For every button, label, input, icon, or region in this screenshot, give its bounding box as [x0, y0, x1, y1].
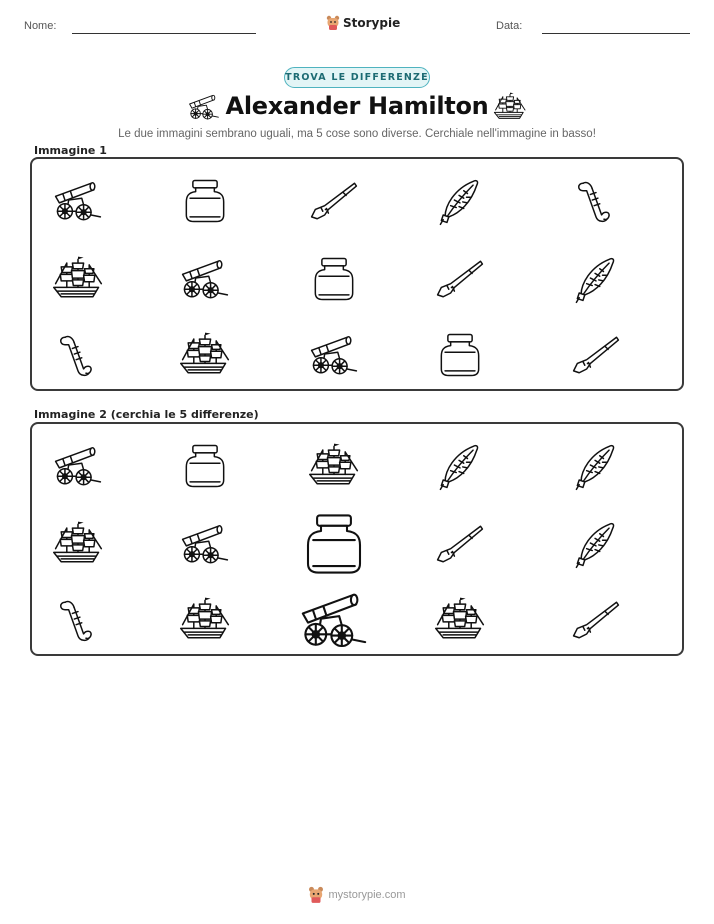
cannon-icon [177, 253, 233, 305]
quill-icon[interactable] [568, 518, 624, 570]
cannon-icon[interactable] [177, 518, 233, 570]
inkwell-icon [432, 329, 488, 381]
image2-panel[interactable] [30, 422, 684, 656]
ship-icon [177, 329, 233, 381]
cannon-icon[interactable] [50, 440, 106, 492]
cannon-icon [50, 175, 106, 227]
musket-icon[interactable] [568, 594, 624, 646]
musket-icon[interactable] [432, 518, 488, 570]
inkwell-icon [306, 253, 362, 305]
ship-icon[interactable] [50, 518, 106, 570]
image1-panel [30, 157, 684, 391]
worksheet-header [0, 0, 714, 40]
image2-label: Immagine 2 (cerchia le 5 differenze) [34, 408, 259, 421]
footer-url: mystorypie.com [328, 889, 406, 901]
quill-icon[interactable] [432, 440, 488, 492]
name-line[interactable] [72, 33, 256, 34]
scroll-icon [50, 329, 106, 381]
ship-icon[interactable] [306, 440, 362, 492]
musket-icon [306, 175, 362, 227]
ship-icon[interactable] [177, 594, 233, 646]
inkwell-icon[interactable] [177, 440, 233, 492]
scroll-icon[interactable] [50, 594, 106, 646]
cannon-icon [306, 329, 362, 381]
brand-name: Storypie [343, 16, 401, 30]
quill-icon [432, 175, 488, 227]
ship-icon[interactable] [432, 594, 488, 646]
inkwell-icon [177, 175, 233, 227]
storypie-mascot-icon [308, 886, 324, 904]
storypie-mascot-icon [326, 15, 340, 31]
cannon-icon[interactable] [295, 587, 373, 653]
page-title: Alexander Hamilton [225, 92, 489, 120]
instructions: Le due immagini sembrano uguali, ma 5 cose sono diverse. Cerchiale nell'immagine in basso! [118, 128, 596, 140]
quill-icon[interactable] [568, 440, 624, 492]
footer [0, 886, 714, 904]
image1-label: Immagine 1 [34, 144, 107, 157]
ship-icon [492, 91, 528, 123]
inkwell-icon[interactable] [295, 511, 373, 577]
scroll-icon [568, 175, 624, 227]
name-label: Nome: [24, 20, 57, 32]
musket-icon [432, 253, 488, 305]
brand-logo [326, 14, 400, 32]
quill-icon [568, 253, 624, 305]
musket-icon [568, 329, 624, 381]
activity-badge: TROVA LE DIFFERENZE [284, 67, 430, 88]
date-label: Data: [496, 20, 523, 32]
ship-icon [50, 253, 106, 305]
date-line[interactable] [542, 33, 690, 34]
